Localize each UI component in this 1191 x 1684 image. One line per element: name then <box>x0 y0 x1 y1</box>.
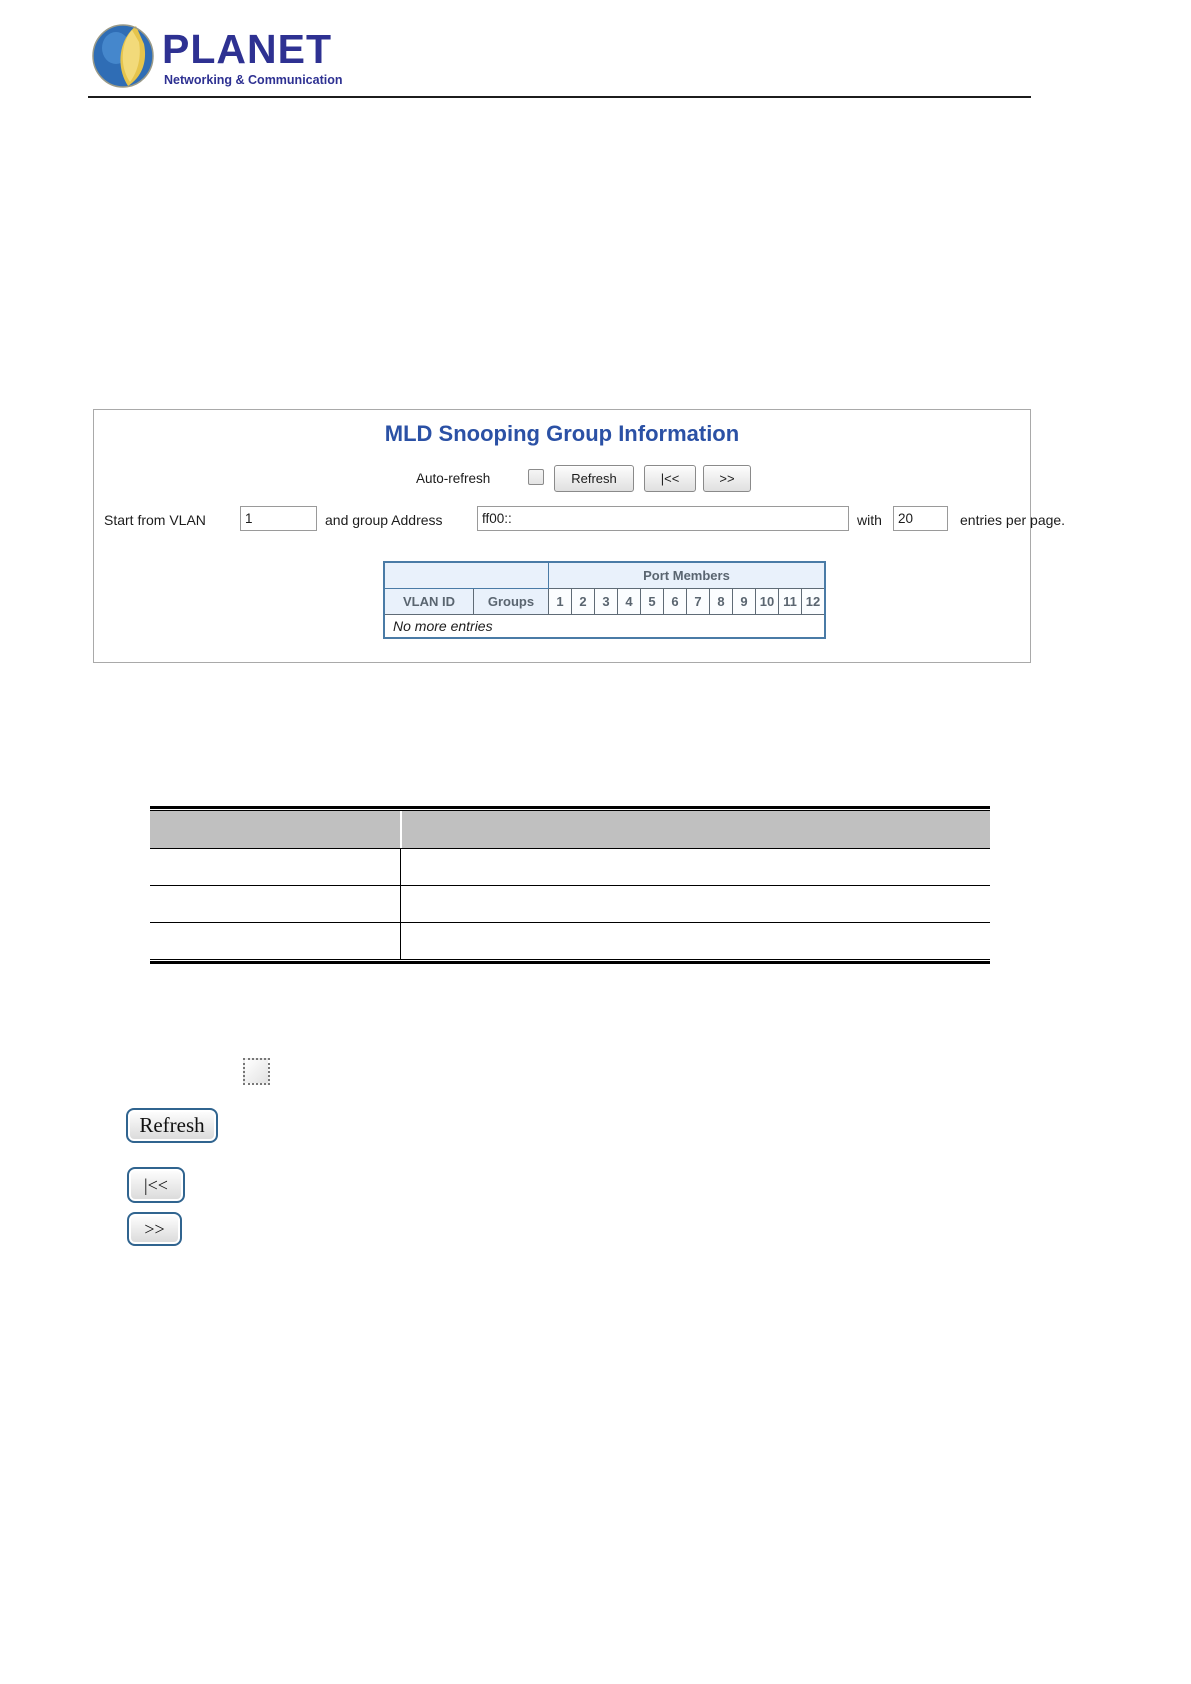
port-column-header: 10 <box>756 589 779 615</box>
no-entries-row <box>384 615 825 639</box>
port-column-header: 5 <box>641 589 664 615</box>
auto-refresh-label: Auto-refresh <box>416 471 491 486</box>
planet-globe-icon <box>92 24 154 88</box>
description-table-row <box>150 848 990 885</box>
description-cell <box>401 886 990 922</box>
group-address-input[interactable] <box>477 506 849 531</box>
description-cell <box>401 923 990 959</box>
port-column-header: 9 <box>733 589 756 615</box>
entries-per-page-input[interactable] <box>893 506 948 531</box>
description-table-header-row <box>150 811 990 848</box>
next-page-button-illustration: >> <box>127 1212 182 1246</box>
object-cell <box>150 849 401 885</box>
refresh-button[interactable]: Refresh <box>554 465 634 492</box>
object-header-cell <box>150 811 402 848</box>
description-table-row <box>150 885 990 922</box>
port-column-header: 7 <box>687 589 710 615</box>
port-members-header-row <box>384 562 825 589</box>
checkbox-illustration <box>243 1058 270 1085</box>
start-vlan-input[interactable] <box>240 506 317 531</box>
description-table-body <box>150 848 990 959</box>
object-cell <box>150 923 401 959</box>
description-cell <box>401 849 990 885</box>
refresh-button-illustration: Refresh <box>126 1108 218 1143</box>
port-members-header: Port Members <box>549 562 826 589</box>
object-cell <box>150 886 401 922</box>
header-divider <box>88 96 1031 98</box>
port-column-header: 4 <box>618 589 641 615</box>
mld-group-table <box>383 561 826 639</box>
mld-snooping-panel <box>93 409 1066 663</box>
port-column-header: 1 <box>549 589 572 615</box>
no-entries-text: No more entries <box>384 615 825 639</box>
auto-refresh-checkbox[interactable] <box>528 469 544 485</box>
port-column-header: 2 <box>572 589 595 615</box>
vlan-id-header: VLAN ID <box>384 589 474 615</box>
table-corner-cell <box>384 562 549 589</box>
entries-per-page-label: entries per page. <box>960 512 1066 528</box>
with-label: with <box>857 512 882 528</box>
group-address-label: and group Address <box>325 512 443 528</box>
next-page-button[interactable]: >> <box>703 465 751 492</box>
logo-brand-text: PLANET <box>162 26 332 72</box>
port-column-header: 6 <box>664 589 687 615</box>
port-column-header: 11 <box>779 589 802 615</box>
first-page-button-illustration: |<< <box>127 1167 185 1203</box>
port-column-header: 8 <box>710 589 733 615</box>
description-table <box>150 806 990 964</box>
logo-tagline: Networking & Communication <box>164 73 343 87</box>
description-header-cell <box>402 811 990 848</box>
port-column-header: 3 <box>595 589 618 615</box>
first-page-button[interactable]: |<< <box>644 465 696 492</box>
column-header-row <box>384 589 825 615</box>
groups-header: Groups <box>474 589 549 615</box>
page-title: MLD Snooping Group Information <box>384 421 740 446</box>
description-table-row <box>150 922 990 959</box>
start-from-vlan-label: Start from VLAN <box>104 512 206 528</box>
port-column-header: 12 <box>802 589 826 615</box>
